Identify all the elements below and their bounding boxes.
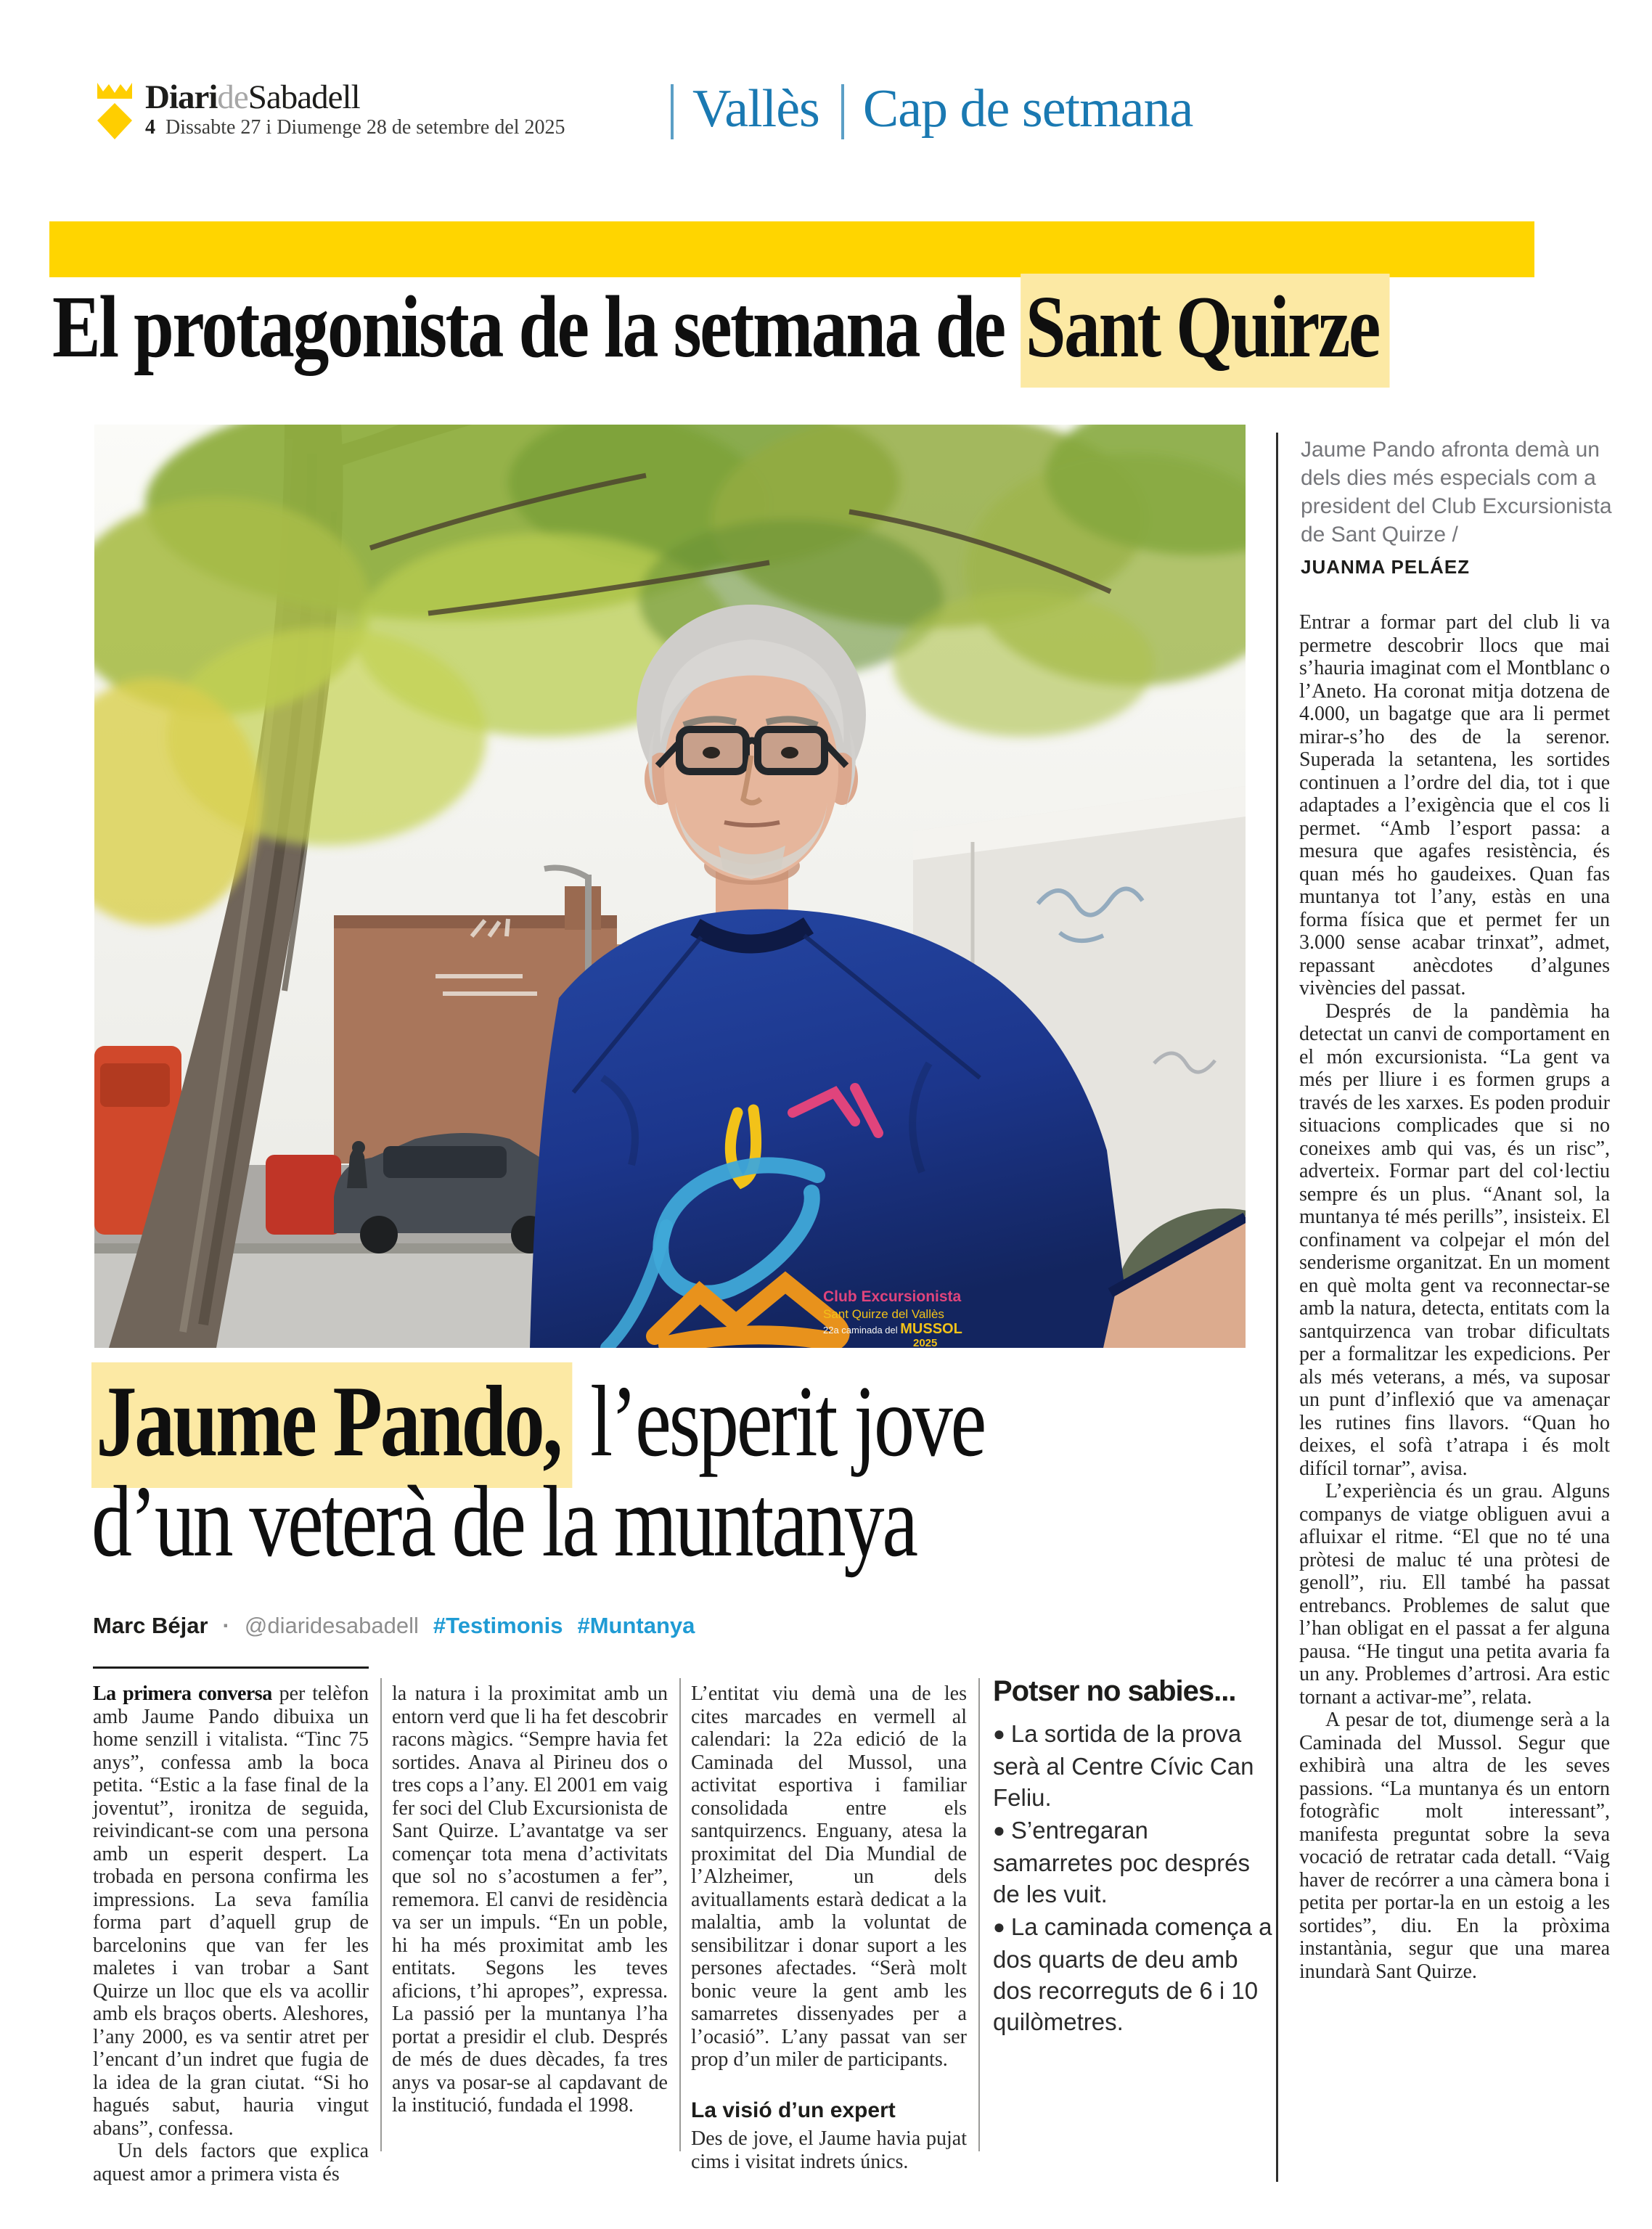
article-column-2 — [392, 1682, 668, 2117]
headline-line-2: d’un veterà de la muntanya — [91, 1465, 916, 1578]
body-paragraph: Un dels factors que explica aquest amor a primera vista és — [93, 2140, 369, 2185]
byline-separator: · — [222, 1613, 230, 1638]
photo-caption — [1301, 435, 1613, 578]
tshirt-text-line2: Sant Quirze del Vallès — [823, 1307, 944, 1321]
article-start-rule — [93, 1666, 369, 1669]
social-handle: @diaridesabadell — [244, 1613, 419, 1638]
column-divider — [978, 1678, 980, 2151]
hashtag-testimonis: #Testimonis — [433, 1613, 563, 1638]
body-paragraph: la natura i la proximitat amb un entorn verd que li ha fet descobrir racons màgics. “Sempre havia fet sortides. Anava al Pirineu dos o tres cops a l’any. El 2001 em vaig fer soci del Club Excursionista de Sant Quirze. L’avantatge va ser començar tota mena d’activitats que sol no s’acostumen a fer”, rememora. El canvi de residència va ser un impuls. “En un poble, hi ha més proximitat amb les entitats. Segons les teves aficions, t’hi apropes”, expressa. La passió per la muntanya l’ha portat a presidir el club. Després de més de dues dècades, fa tres anys va posar-se al capdavant de la institució, fundada el 1998. — [392, 1682, 668, 2116]
hashtag-muntanya: #Muntanya — [577, 1613, 695, 1638]
section-cap-de-setmana: Cap de setmana — [841, 84, 1193, 139]
bullet-icon: ● — [993, 1915, 1005, 1938]
column-divider — [380, 1678, 382, 2151]
headline-highlight: Jaume Pando, — [91, 1362, 572, 1488]
sidebar-paragraph: A pesar de tot, diumenge serà a la Caminada del Mussol. Segur que exhibirà una altra de les seves passions. “La muntanya és un entorn fotogràfic molt interessant”, manifesta preguntat sobre la seva vocació de retratar cada detall. “Vaig haver de recórrer a una càmera bona i petita per portar-la en un estoig a les sortides”, diu. En la pròxima instantània, segur que una marea inundarà Sant Quirze. — [1299, 1709, 1610, 1983]
factbox-item: ● La sortida de la prova serà al Centre Cívic Can Feliu. — [993, 1720, 1254, 1811]
brand-part-diari: Diari — [145, 78, 218, 116]
bullet-icon: ● — [993, 1819, 1005, 1841]
section-valles: Vallès — [671, 84, 819, 139]
article-photo — [94, 425, 1246, 1348]
main-headline — [91, 1365, 985, 1578]
column-divider — [679, 1678, 681, 2151]
caption-text: Jaume Pando afronta demà un dels dies més especials com a president del Club Excursionista de Sant Quirze / — [1301, 438, 1612, 547]
photo-illustration — [94, 425, 1246, 1348]
sabadell-crest-icon — [94, 81, 135, 139]
yellow-kicker-bar — [49, 221, 1534, 277]
kicker-regular: El protagonista de la setmana de — [52, 278, 1021, 376]
kicker-highlight: Sant Quirze — [1021, 274, 1389, 388]
edition-date: Dissabte 27 i Diumenge 28 de setembre del 2025 — [165, 116, 565, 139]
body-paragraph: Des de jove, el Jaume havia pujat cims i visitat indrets únics. — [691, 2127, 967, 2173]
body-paragraph: La primera conversa per telèfon amb Jaume Pando dibuixa un home senzill i vitalista. “Tinc 75 anys”, confessa amb la boca petita. “Estic a la fase final de la joventut”, ironitza de seguida, reivindicant-se com una persona amb un esperit despert. La trobada en persona confirma les impressions. La seva família forma part d’aquell grup de barcelonins que van fer les maletes i van trobar a Sant Quirze un lloc que els va acollir amb els braços oberts. Aleshores, l’any 2000, es va sentir atret per l’encant d’un indret que fugia de la idea de la gran ciutat. “Si ho hagués sabut, hauria vingut abans”, confessa. — [93, 1682, 369, 2140]
sidebar-rule — [1276, 433, 1278, 2182]
lead-in: La primera conversa — [93, 1682, 272, 1705]
tshirt-text-line1: Club Excursionista — [823, 1288, 962, 1305]
tshirt-text-line4: 2025 — [913, 1337, 938, 1348]
section-header — [671, 79, 1214, 139]
kicker-headline — [52, 280, 1390, 375]
did-you-know-box — [993, 1675, 1273, 2039]
photo-credit: JUANMA PELÁEZ — [1301, 556, 1471, 578]
headline-rest: l’esperit jove — [572, 1365, 985, 1478]
brand-wordmark — [145, 78, 360, 116]
article-column-1 — [93, 1682, 369, 2185]
article-sidebar-column — [1299, 611, 1610, 1983]
sidebar-paragraph: Entrar a formar part del club li va permetre descobrir llocs que mai s’hauria imaginat com el Montblanc o l’Aneto. Ha coronat mitja dotzena de 4.000, un bagatge que ara li permet mirar-s’ho des de la serenor. Superada la setantena, les sortides continuen a l’ordre del dia, tot i que adaptades a l’exigència que el cos li permet. “Amb l’esport passa: a mesura que agafes resistència, és quan més ho gaudeixes. Quan fas muntanya tot l’any, estàs en una forma física que et permet fer un 3.000 sense acabar trinxat”, admet, repassant anècdotes d’algunes vivències del passat. — [1299, 611, 1610, 999]
article-column-3 — [691, 1682, 967, 2173]
author-name: Marc Béjar — [93, 1613, 208, 1638]
page-number: 4 — [145, 116, 155, 139]
bullet-icon: ● — [993, 1722, 1005, 1745]
headline-line-1 — [91, 1365, 985, 1478]
tshirt-text-line3: 22a caminada del MUSSOL — [823, 1321, 962, 1337]
brand-part-sabadell: Sabadell — [248, 78, 360, 116]
brand-part-de: de — [217, 78, 248, 116]
sidebar-paragraph: L’experiència és un grau. Alguns companys de viatge obliguen avui a afluixar el ritme. “El que no té una pròtesi de maluc té una pròtesi de genoll”, riu. Ell també ha passat entrebancs. Problemes de salut que l’han obligat en el passat a fer alguna pausa. “He tingut una petita avaria fa un any. Problemes d’artrosi. Ara estic tornant a activar-me”, relata. — [1299, 1480, 1610, 1709]
dateline — [145, 116, 565, 139]
factbox-item: ● La caminada comença a dos quarts de deu amb dos recorreguts de 6 i 10 quilòmetres. — [993, 1913, 1272, 2035]
photo-red-car — [266, 1155, 341, 1235]
body-paragraph: L’entitat viu demà una de les cites marcades en vermell al calendari: la 22a edició de la Caminada del Mussol, una activitat esportiva i familiar consolidada entre els santquirzencs. Enguany, atesa la proximitat del Dia Mundial de l’Alzheimer, un dels avituallaments estarà dedicat a la malaltia, amb la voluntat de sensibilitzar i donar suport a les persones afectades. “Serà molt bonic veure la gent amb les samarretes dissenyades per a l’ocasió”. L’any passat van ser prop d’un miler de participants. — [691, 1682, 967, 2071]
section-subhead: La visió d’un expert — [691, 2098, 896, 2122]
byline — [93, 1613, 695, 1639]
sidebar-paragraph: Després de la pandèmia ha detectat un canvi de comportament en el món excursionista. “La gent va més per lliure i es formen grups a través de les xarxes. Es poden produir situacions complicades que si no coneixes amb qui vas, és un risc”, adverteix. Formar part del col·lectiu sempre és un plus. “Anant sol, la muntanya té més perills”, insisteix. El confinament va colpejar el món del senderisme organitzat. En un moment en què molta gent va reconnectar-se amb la natura, detecta, entitats com la santquirzenca van trobar dificultats per a formalitzar les expedicions. Per als més veterans, a més, va suposar un punt d’inflexió que va amenaçar les rutines fins llavors. “Quan ho deixes, el sofà t’atrapa i és molt difícil tornar”, avisa. — [1299, 999, 1610, 1480]
factbox-item: ● S’entregaran samarretes poc després de les vuit. — [993, 1817, 1250, 1907]
factbox-title: Potser no sabies... — [993, 1675, 1236, 1707]
